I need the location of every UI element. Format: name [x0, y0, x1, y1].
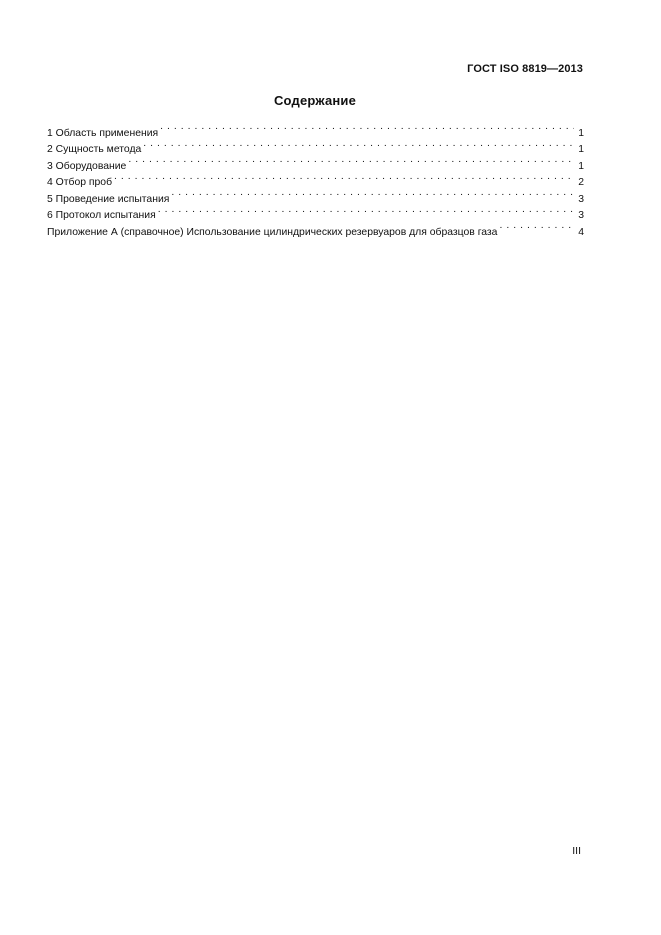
toc-entry[interactable] [47, 185, 584, 205]
toc-entry-page: 2 [578, 177, 584, 188]
toc-leader-dots [160, 119, 574, 136]
toc-entry-title: 3 Оборудование [47, 160, 127, 172]
toc-entry-page: 1 [578, 127, 584, 139]
toc-leader-dots [158, 202, 574, 219]
toc-entry-title: 1 Область применения [47, 127, 159, 139]
toc-entry[interactable] [47, 152, 584, 172]
toc-leader-dots [499, 218, 574, 235]
toc-entry-page: 3 [578, 193, 584, 205]
toc-entry-page: 1 [578, 144, 584, 155]
toc-leader-dots [143, 136, 574, 153]
toc-entry-title: 2 Сущность метода [47, 144, 142, 155]
page-number: III [572, 845, 581, 857]
toc-entry-page: 1 [578, 160, 584, 172]
toc-entry-title: Приложение А (справочное) Использование цилиндрических резервуаров для образцов газа [47, 226, 498, 238]
table-of-contents [47, 119, 584, 238]
toc-entry-title: 5 Проведение испытания [47, 193, 170, 205]
toc-entry[interactable] [47, 169, 584, 186]
toc-title: Содержание [273, 93, 357, 108]
toc-leader-dots [128, 152, 574, 169]
document-code: ГОСТ ISO 8819—2013 [467, 63, 583, 75]
toc-entry-title: 6 Протокол испытания [47, 210, 156, 221]
toc-leader-dots [114, 169, 574, 186]
toc-entry-page: 3 [578, 210, 584, 221]
toc-entry-page: 4 [578, 226, 584, 238]
toc-entry[interactable] [47, 119, 584, 139]
toc-leader-dots [171, 185, 574, 202]
toc-entry-title: 4 Отбор проб [47, 177, 113, 188]
